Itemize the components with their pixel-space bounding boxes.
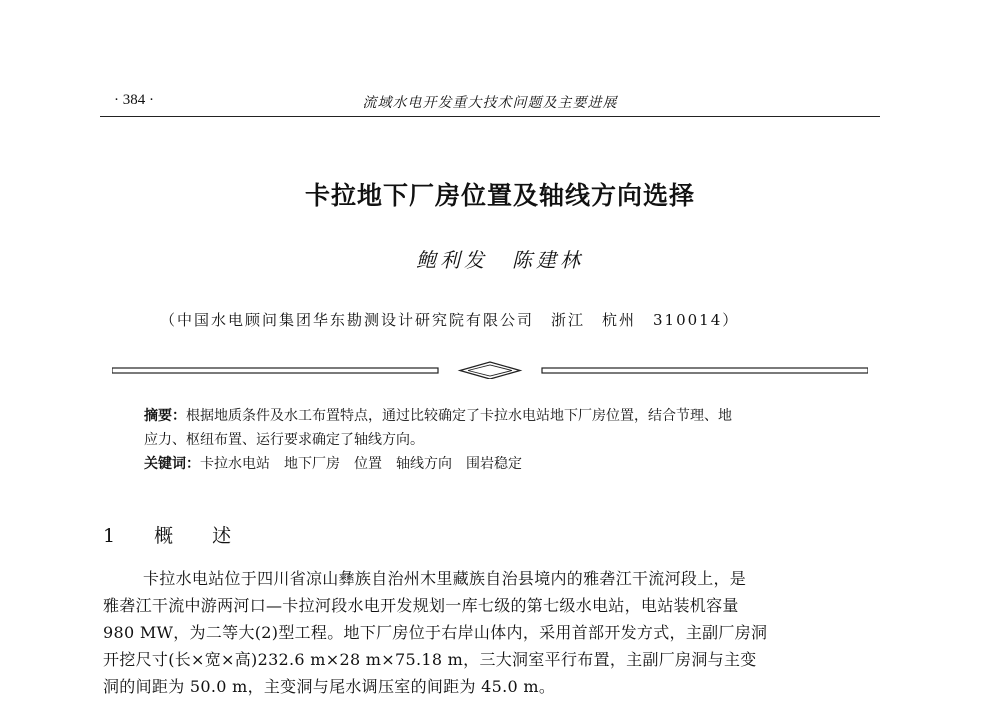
keywords-line — [144, 452, 864, 476]
body-line-5: 洞的间距为 50.0 m，主变洞与尾水调压室的间距为 45.0 m。 — [103, 677, 556, 696]
body-line-4: 开挖尺寸(长×宽×高)232.6 m×28 m×75.18 m，三大洞室平行布置，主副厂房洞与主变 — [103, 650, 757, 669]
body-line-3: 980 MW，为二等大(2)型工程。地下厂房位于右岸山体内，采用首部开发方式，主副厂房洞 — [103, 623, 768, 642]
article-affiliation: （中国水电顾问集团华东勘测设计研究院有限公司 浙江 杭州 310014） — [160, 311, 740, 329]
title-divider — [112, 361, 868, 379]
section-body — [103, 565, 883, 700]
abstract-line-1 — [144, 404, 864, 428]
running-header — [100, 92, 880, 117]
keywords-label: 关键词： — [144, 456, 200, 472]
page-number: · 384 · — [114, 92, 154, 108]
article-title: 卡拉地下厂房位置及轴线方向选择 — [304, 181, 695, 210]
abstract-label: 摘要： — [144, 408, 186, 424]
abstract-line-2: 应力、枢纽布置、运行要求确定了轴线方向。 — [144, 432, 424, 448]
abstract-text-1: 根据地质条件及水工布置特点，通过比较确定了卡拉水电站地下厂房位置，结合节理、地 — [186, 408, 732, 424]
keywords-text: 卡拉水电站 地下厂房 位置 轴线方向 围岩稳定 — [200, 456, 522, 472]
body-line-1: 卡拉水电站位于四川省凉山彝族自治州木里藏族自治县境内的雅砻江干流河段上，是 — [143, 569, 747, 588]
body-line-2: 雅砻江干流中游两河口—卡拉河段水电开发规划一库七级的第七级水电站，电站装机容量 — [103, 596, 739, 615]
running-title: 流域水电开发重大技术问题及主要进展 — [362, 95, 618, 111]
section-heading: 1 概 述 — [103, 525, 242, 547]
article-authors: 鲍利发 陈建林 — [416, 248, 584, 272]
abstract-block — [144, 404, 864, 476]
